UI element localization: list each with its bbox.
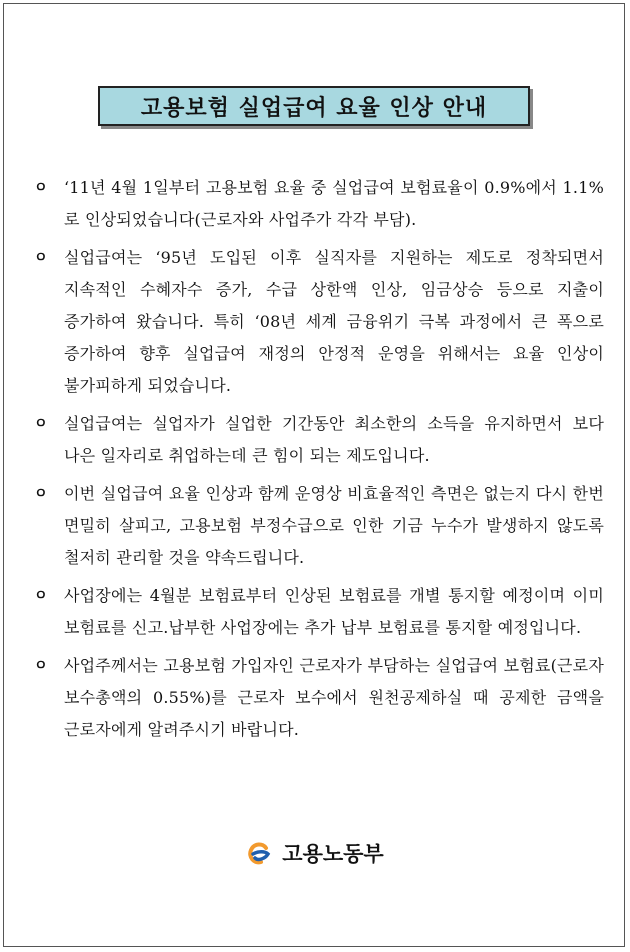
ministry-logo-icon (246, 840, 272, 866)
list-item (34, 580, 604, 644)
list-item-text: ‘11년 4월 1일부터 고용보험 요율 중 실업급여 보험료율이 0.9%에서 1.1%로 인상되었습니다(근로자와 사업주가 각각 부담). (64, 178, 604, 229)
bullet-marker: ㅇ (34, 250, 48, 266)
list-item-text: 사업장에는 4월분 보험료부터 인상된 보험료를 개별 통지할 예정이며 이미 보험료를 신고.납부한 사업장에는 추가 납부 보험료를 통지할 예정입니다. (64, 586, 604, 637)
footer (0, 838, 630, 868)
list-item (34, 408, 604, 472)
page-title: 고용보험 실업급여 요율 인상 안내 (140, 95, 488, 121)
list-item-text: 실업급여는 ‘95년 도입된 이후 실직자를 지원하는 제도로 정착되면서 지속적인 수혜자수 증가, 수급 상한액 인상, 임금상승 등으로 지출이 증가하여 왔습니다. 특히 ‘08년 세계 금융위기 극복 과정에서 큰 폭으로 증가하여 향후 실업급여 재정의 안정적 운영을 위해서는 요율 인상이 불가피하게 되었습니다. (64, 248, 604, 395)
bullet-marker: ㅇ (34, 416, 48, 432)
bullet-marker: ㅇ (34, 658, 48, 674)
list-item (34, 478, 604, 574)
list-item-text: 사업주께서는 고용보험 가입자인 근로자가 부담하는 실업급여 보험료(근로자 보수총액의 0.55%)를 근로자 보수에서 원천공제하실 때 공제한 금액을 근로자에게 알려주시기 바랍니다. (64, 656, 604, 739)
ministry-name: 고용노동부 (282, 842, 384, 866)
bullet-marker: ㅇ (34, 180, 48, 196)
list-item (34, 242, 604, 402)
title-banner (98, 86, 530, 126)
list-item-text: 이번 실업급여 요율 인상과 함께 운영상 비효율적인 측면은 없는지 다시 한번 면밀히 살피고, 고용보험 부정수급으로 인한 기금 누수가 발생하지 않도록 철저히 관리할 것을 약속드립니다. (64, 484, 604, 567)
list-item-text: 실업급여는 실업자가 실업한 기간동안 최소한의 소득을 유지하면서 보다 나은 일자리로 취업하는데 큰 힘이 되는 제도입니다. (64, 414, 604, 465)
bullet-marker: ㅇ (34, 486, 48, 502)
list-item (34, 650, 604, 746)
list-item (34, 172, 604, 236)
notice-list (34, 172, 604, 752)
bullet-marker: ㅇ (34, 588, 48, 604)
